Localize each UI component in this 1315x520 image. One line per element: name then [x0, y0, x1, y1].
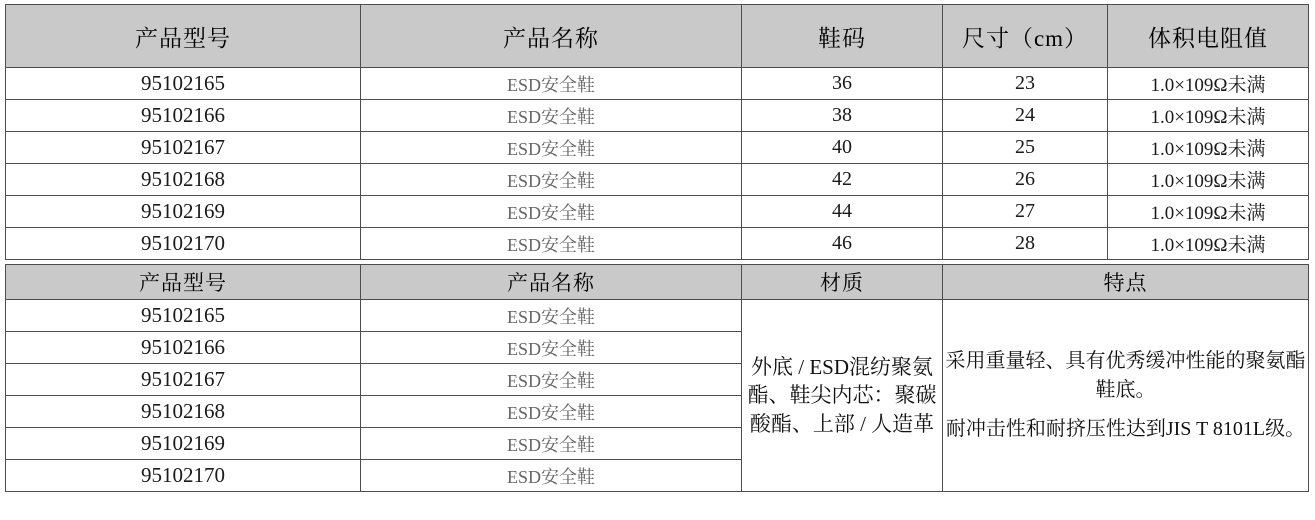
cell-resistance: 1.0×109Ω未满: [1108, 100, 1309, 132]
table-row: [6, 164, 1309, 196]
column-header-feature: 特点: [943, 265, 1309, 300]
column-header-material: 材质: [742, 265, 943, 300]
cell-name: ESD安全鞋: [361, 196, 742, 228]
cell-model: 95102168: [6, 164, 361, 196]
cell-name: ESD安全鞋: [361, 132, 742, 164]
column-header-model: 产品型号: [6, 5, 361, 68]
cell-shoe-size: 42: [742, 164, 943, 196]
cell-cm: 24: [943, 100, 1108, 132]
cell-name: ESD安全鞋: [361, 164, 742, 196]
table-row: [6, 196, 1309, 228]
cell-name: ESD安全鞋: [361, 396, 742, 428]
cell-name: ESD安全鞋: [361, 100, 742, 132]
cell-name: ESD安全鞋: [361, 300, 742, 332]
cell-feature: [943, 300, 1309, 492]
cell-name: ESD安全鞋: [361, 364, 742, 396]
cell-model: 95102169: [6, 428, 361, 460]
column-header-shoe-size: 鞋码: [742, 5, 943, 68]
shoe-size-table: [5, 4, 1309, 260]
table-header-row: [6, 265, 1309, 300]
cell-name: ESD安全鞋: [361, 332, 742, 364]
column-header-model: 产品型号: [6, 265, 361, 300]
table-row: [6, 100, 1309, 132]
cell-shoe-size: 44: [742, 196, 943, 228]
feature-line-1: 采用重量轻、具有优秀缓冲性能的聚氨酯鞋底。: [945, 350, 1306, 401]
cell-resistance: 1.0×109Ω未满: [1108, 228, 1309, 260]
cell-resistance: 1.0×109Ω未满: [1108, 68, 1309, 100]
cell-resistance: 1.0×109Ω未满: [1108, 132, 1309, 164]
cell-model: 95102167: [6, 132, 361, 164]
cell-cm: 25: [943, 132, 1108, 164]
feature-line-2: 耐冲击性和耐挤压性达到JIS T 8101L级。: [945, 418, 1306, 440]
cell-name: ESD安全鞋: [361, 428, 742, 460]
cell-material: 外底 / ESD混纺聚氨酯、鞋尖内芯：聚碳酸酯、上部 / 人造革: [742, 300, 943, 492]
column-header-cm: 尺寸（cm）: [943, 5, 1108, 68]
table-row: [6, 228, 1309, 260]
cell-model: 95102169: [6, 196, 361, 228]
cell-model: 95102166: [6, 332, 361, 364]
table-row: [6, 68, 1309, 100]
cell-model: 95102167: [6, 364, 361, 396]
cell-model: 95102170: [6, 460, 361, 492]
cell-resistance: 1.0×109Ω未满: [1108, 164, 1309, 196]
cell-shoe-size: 38: [742, 100, 943, 132]
cell-cm: 27: [943, 196, 1108, 228]
cell-cm: 26: [943, 164, 1108, 196]
cell-name: ESD安全鞋: [361, 228, 742, 260]
cell-resistance: 1.0×109Ω未满: [1108, 196, 1309, 228]
cell-name: ESD安全鞋: [361, 68, 742, 100]
column-header-name: 产品名称: [361, 265, 742, 300]
spec-sheet: [0, 4, 1315, 520]
column-header-resistance: 体积电阻值: [1108, 5, 1309, 68]
table-row: [6, 300, 1309, 332]
material-feature-table: [5, 264, 1309, 492]
cell-model: 95102165: [6, 68, 361, 100]
cell-model: 95102166: [6, 100, 361, 132]
column-header-name: 产品名称: [361, 5, 742, 68]
cell-cm: 23: [943, 68, 1108, 100]
cell-name: ESD安全鞋: [361, 460, 742, 492]
cell-shoe-size: 36: [742, 68, 943, 100]
cell-model: 95102170: [6, 228, 361, 260]
cell-shoe-size: 46: [742, 228, 943, 260]
table-row: [6, 132, 1309, 164]
cell-model: 95102165: [6, 300, 361, 332]
table-header-row: [6, 5, 1309, 68]
cell-shoe-size: 40: [742, 132, 943, 164]
cell-model: 95102168: [6, 396, 361, 428]
cell-cm: 28: [943, 228, 1108, 260]
